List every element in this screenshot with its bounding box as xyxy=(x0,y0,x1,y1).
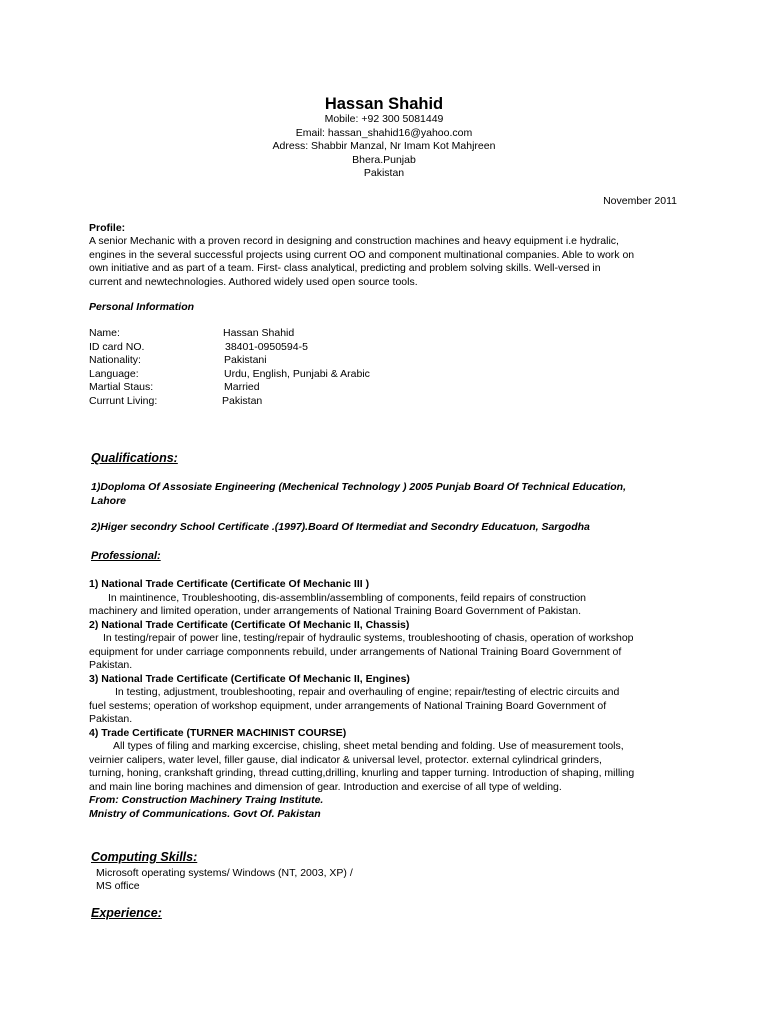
mobile-line: Mobile: +92 300 5081449 xyxy=(324,113,444,125)
personal-value: Pakistan xyxy=(222,395,263,407)
institute-line: From: Construction Machinery Traing Institute. xyxy=(89,794,324,806)
profile-text xyxy=(89,235,681,289)
certificate-line: turning, honing, crankshaft grinding, thread cutting,drilling, knurling and tapper turning. Introduction of shaping, milling xyxy=(89,767,635,779)
computing-skills-line: MS office xyxy=(96,880,140,892)
computing-skills-heading: Computing Skills: xyxy=(91,850,198,864)
qualification-line: 1)Doploma Of Assosiate Engineering (Mechenical Technology ) 2005 Punjab Board Of Technical Education, xyxy=(91,481,627,493)
profile-line: current and newtechnologies. Authored widely used open source tools. xyxy=(89,275,418,288)
certificate-line: In maintinence, Troubleshooting, dis-assemblin/assembling of components, feild repairs of construction xyxy=(108,591,587,604)
certificate-line: Pakistan. xyxy=(89,659,133,671)
certificate-line: In testing/repair of power line, testing/repair of hydraulic systems, troubleshooting of chasis, operation of workshop xyxy=(103,632,634,644)
certificate-title: 4) Trade Certificate (TURNER MACHINIST COURSE) xyxy=(89,726,347,739)
certificate-line: machinery and limited operation, under arrangements of National Training Board Government of Pakistan. xyxy=(89,605,582,617)
personal-value: 38401-0950594-5 xyxy=(225,341,308,353)
computing-skills-line: Microsoft operating systems/ Windows (NT, 2003, XP) / xyxy=(96,867,353,879)
profile-line: engines in the several successful projects using current OO and component multinational companies. Able to work on xyxy=(89,248,635,261)
certificate-title: 1) National Trade Certificate (Certificate Of Mechanic III ) xyxy=(89,578,370,590)
address-line-2: Bhera.Punjab xyxy=(352,154,416,166)
personal-value: Urdu, English, Punjabi & Arabic xyxy=(224,368,370,380)
personal-label: Language: xyxy=(89,368,139,380)
qualification-line: Lahore xyxy=(91,494,127,507)
profile-line: A senior Mechanic with a proven record in designing and construction machines and heavy equipment i.e hydralic, xyxy=(89,235,619,247)
certificate-line: All types of filing and marking excercise, chisling, sheet metal bending and folding. Use of measurement tools, xyxy=(113,740,624,752)
experience-heading: Experience: xyxy=(91,906,162,920)
document-date: November 2011 xyxy=(603,195,677,207)
qualification-secondary: 2)Higer secondry School Certificate .(1997).Board Of Itermediat and Secondry Educatuon, Sargodha xyxy=(91,521,590,533)
personal-value: Pakistani xyxy=(224,354,267,366)
qualifications-heading: Qualifications: xyxy=(91,451,178,465)
certificate-line: In testing, adjustment, troubleshooting, repair and overhauling of engine; repair/testing of electric circuits and xyxy=(115,686,620,698)
personal-label: Nationality: xyxy=(89,354,141,366)
certificate-line: and main line boring machines and dimension of gear. Introduction and exercise of all type of welding. xyxy=(89,780,562,793)
personal-info-heading: Personal Information xyxy=(89,301,195,313)
profile-heading: Profile: xyxy=(89,222,126,234)
certificate-line: fuel sestems; operation of workshop equipment, under arrangements of National Training Board Government of xyxy=(89,699,607,712)
personal-label: Martial Staus: xyxy=(89,381,154,393)
certificate-title: 3) National Trade Certificate (Certificate Of Mechanic II, Engines) xyxy=(89,672,410,685)
professional-heading: Professional: xyxy=(91,550,161,562)
personal-value: Married xyxy=(224,381,260,393)
address-line-1: Adress: Shabbir Manzal, Nr Imam Kot Mahjreen xyxy=(272,140,496,152)
profile-line: own initiative and as part of a team. First- class analytical, predicting and problem solving skills. Well-versed in xyxy=(89,262,601,274)
personal-label: Name: xyxy=(89,327,120,339)
qualification-diploma xyxy=(91,481,683,508)
personal-value: Hassan Shahid xyxy=(223,327,295,339)
ministry-line: Mnistry of Communications. Govt Of. Pakistan xyxy=(89,807,321,820)
professional-certificates xyxy=(89,578,681,821)
certificate-line: equipment for under carriage componnents rebuild, under arrangements of National Training Board Government of xyxy=(89,645,622,658)
personal-label: Currunt Living: xyxy=(89,395,158,407)
applicant-name: Hassan Shahid xyxy=(324,95,444,113)
personal-label: ID card NO. xyxy=(89,341,145,353)
country-line: Pakistan xyxy=(363,167,405,179)
certificate-line: Pakistan. xyxy=(89,713,133,725)
email-line: Email: hassan_shahid16@yahoo.com xyxy=(295,127,473,139)
certificate-title: 2) National Trade Certificate (Certificate Of Mechanic II, Chassis) xyxy=(89,618,410,631)
certificate-line: veirnier calipers, water level, filler gause, dial indicator & universal level, protector. external cylindrical grinders, xyxy=(89,753,602,766)
